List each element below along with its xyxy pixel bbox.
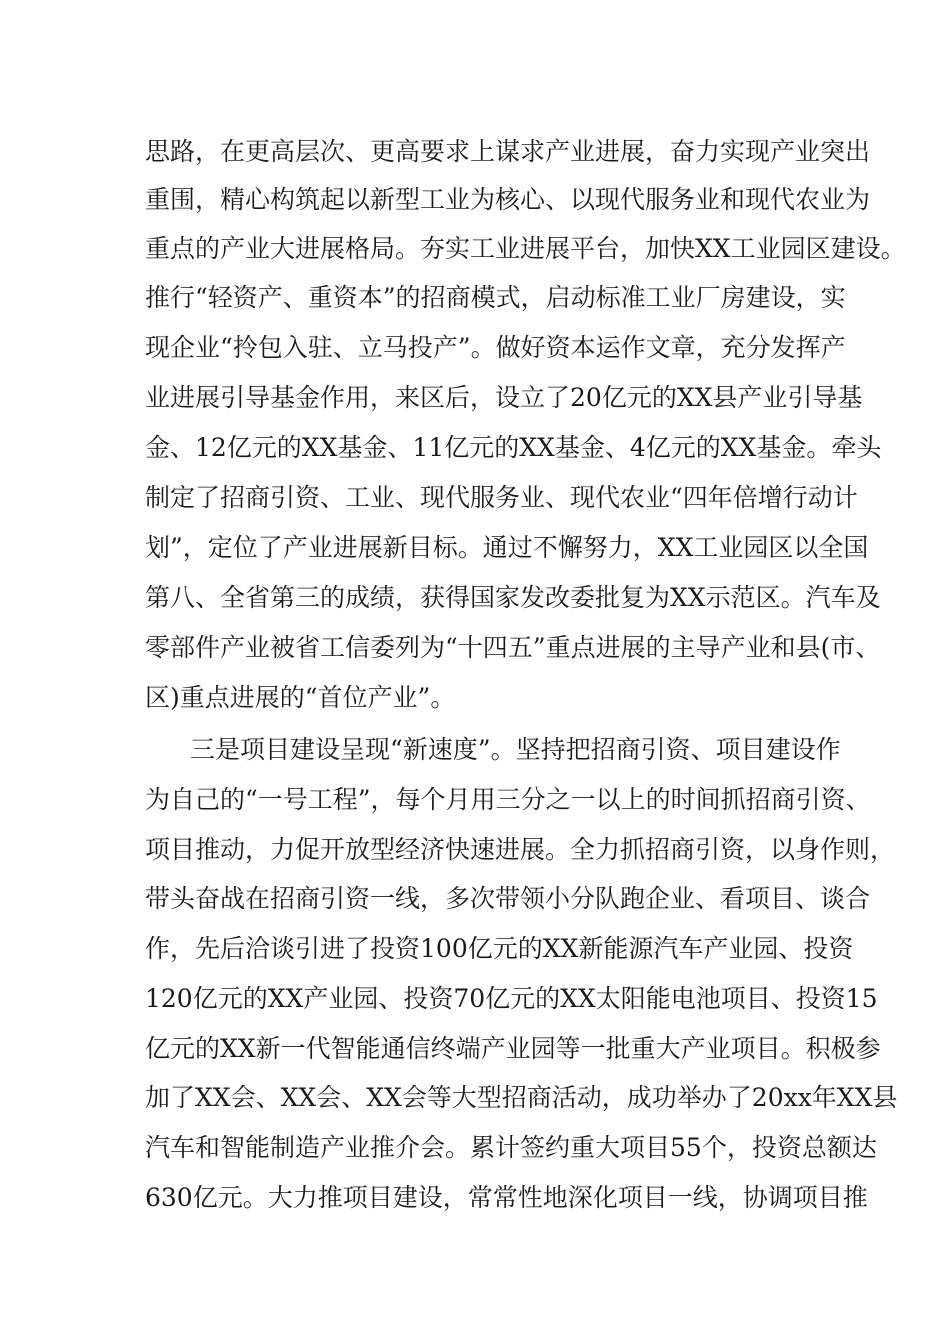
text-line: 为自己的“一号工程”，每个月用三分之一以上的时间抓招商引资、 bbox=[145, 785, 871, 814]
text-line: 推行“轻资产、重资本”的招商模式，启动标准工业厂房建设，实 bbox=[145, 283, 846, 312]
text-line: 加了XX会、XX会、XX会等大型招商活动，成功举办了20xx年XX县 bbox=[145, 1083, 898, 1112]
text-line: 区)重点进展的“首位产业”。 bbox=[145, 683, 456, 712]
paragraph-first-line: 三是项目建设呈现“新速度”。坚持把招商引资、项目建设作 bbox=[190, 735, 841, 764]
text-line: 现企业“拎包入驻、立马投产”。做好资本运作文章，充分发挥产 bbox=[145, 333, 846, 362]
text-line: 重围，精心构筑起以新型工业为核心、以现代服务业和现代农业为 bbox=[145, 185, 871, 214]
text-line: 金、12亿元的XX基金、11亿元的XX基金、4亿元的XX基金。牵头 bbox=[145, 433, 882, 462]
text-line: 带头奋战在招商引资一线，多次带领小分队跑企业、看项目、谈合 bbox=[145, 884, 871, 913]
text-line: 重点的产业大进展格局。夯实工业进展平台，加快XX工业园区建设。 bbox=[145, 234, 906, 263]
text-line: 亿元的XX新一代智能通信终端产业园等一批重大产业项目。积极参 bbox=[145, 1034, 881, 1063]
text-line: 划”，定位了产业进展新目标。通过不懈努力，XX工业园区以全国 bbox=[145, 533, 869, 562]
text-line: 120亿元的XX产业园、投资70亿元的XX太阳能电池项目、投资15 bbox=[145, 984, 878, 1013]
text-line: 汽车和智能制造产业推介会。累计签约重大项目55个，投资总额达 bbox=[145, 1133, 877, 1162]
text-line: 业进展引导基金作用，来区后，设立了20亿元的XX县产业引导基 bbox=[145, 383, 863, 412]
text-line: 思路，在更高层次、更高要求上谋求产业进展，奋力实现产业突出 bbox=[145, 137, 871, 166]
text-line: 630亿元。大力推项目建设，常常性地深化项目一线，协调项目推 bbox=[145, 1183, 868, 1212]
text-line: 作，先后洽谈引进了投资100亿元的XX新能源汽车产业园、投资 bbox=[145, 934, 854, 963]
text-line: 第八、全省第三的成绩，获得国家发改委批复为XX示范区。汽车及 bbox=[145, 583, 881, 612]
text-line: 制定了招商引资、工业、现代服务业、现代农业“四年倍增行动计 bbox=[145, 483, 858, 512]
text-line: 项目推动，力促开放型经济快速进展。全力抓招商引资，以身作则， bbox=[145, 835, 896, 864]
text-line: 零部件产业被省工信委列为“十四五”重点进展的主导产业和县(市、 bbox=[145, 633, 881, 662]
